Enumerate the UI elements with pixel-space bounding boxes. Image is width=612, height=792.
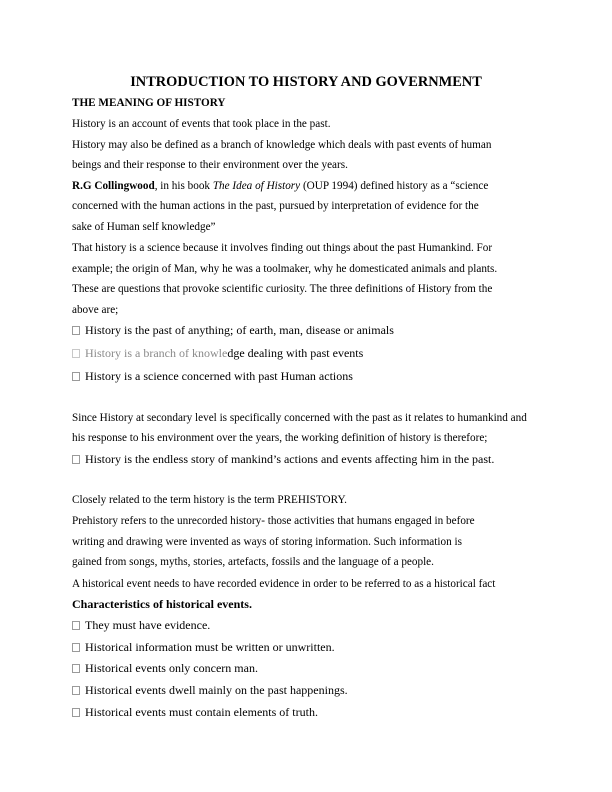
collingwood-line-1 — [72, 179, 488, 193]
characteristic-item: Historical information must be written or unwritten. — [72, 640, 335, 654]
characteristic-item: Historical events must contain elements of truth. — [72, 705, 318, 719]
bullet-box-icon — [72, 372, 80, 381]
bullet-box-icon — [72, 349, 80, 358]
document-title: INTRODUCTION TO HISTORY AND GOVERNMENT — [130, 74, 482, 90]
collingwood-line-2: concerned with the human actions in the past, pursued by interpretation of evidence for the — [72, 200, 479, 212]
collingwood-text-before-book: , in his book — [154, 180, 213, 192]
science-paragraph-line-2: example; the origin of Man, why he was a toolmaker, why he domesticated animals and plants. — [72, 263, 498, 275]
collingwood-line-3: sake of Human self knowledge” — [72, 221, 216, 233]
book-title: The Idea of History — [212, 180, 301, 192]
definition-item: History is a science concerned with past Human actions — [72, 369, 353, 383]
characteristic-item: They must have evidence. — [72, 618, 210, 632]
bullet-box-icon — [72, 664, 80, 673]
bullet-box-icon — [72, 621, 80, 630]
collingwood-author: R.G Collingwood — [72, 180, 155, 192]
prehistory-paragraph-line-2: writing and drawing were invented as ways of storing information. Such information is — [72, 536, 462, 548]
bullet-box-icon — [72, 708, 80, 717]
science-paragraph-line-4: above are; — [72, 304, 119, 316]
prehistory-paragraph-line-3: gained from songs, myths, stories, artefacts, fossils and the language of a people. — [72, 556, 434, 568]
historical-fact-sentence: A historical event needs to have recorded evidence in order to be referred to as a historical fact — [72, 578, 496, 590]
bullet-box-icon — [72, 326, 80, 335]
secondary-paragraph-line-2: his response to his environment over the years, the working definition of history is therefore; — [72, 432, 488, 444]
working-definition-item: History is the endless story of mankind’s actions and events affecting him in the past. — [72, 452, 494, 466]
bullet-box-icon — [72, 686, 80, 695]
characteristic-item: Historical events only concern man. — [72, 661, 258, 675]
definition-item: History is the past of anything; of earth, man, disease or animals — [72, 323, 394, 337]
definition-item: History is a branch of knowledge dealing with past events — [72, 346, 363, 360]
characteristic-item: Historical events dwell mainly on the past happenings. — [72, 683, 348, 697]
bullet-box-icon — [72, 455, 80, 464]
prehistory-intro: Closely related to the term history is the term PREHISTORY. — [72, 494, 347, 506]
science-paragraph-line-1: That history is a science because it involves finding out things about the past Humankind. For — [72, 242, 493, 254]
science-paragraph-line-3: These are questions that provoke scientific curiosity. The three definitions of History from the — [72, 283, 493, 295]
characteristics-heading: Characteristics of historical events. — [72, 597, 252, 611]
secondary-paragraph-line-1: Since History at secondary level is specifically concerned with the past as it relates to humankind and — [72, 412, 527, 424]
bullet-box-icon — [72, 643, 80, 652]
paragraph-branch-of-knowledge-line-2: beings and their response to their environment over the years. — [72, 159, 348, 171]
prehistory-paragraph-line-1: Prehistory refers to the unrecorded history- those activities that humans engaged in before — [72, 515, 475, 527]
section-heading: THE MEANING OF HISTORY — [72, 97, 226, 109]
paragraph-history-account: History is an account of events that took place in the past. — [72, 118, 331, 130]
paragraph-branch-of-knowledge-line-1: History may also be defined as a branch of knowledge which deals with past events of human — [72, 139, 492, 151]
collingwood-text-after-book: (OUP 1994) defined history as a “science — [300, 180, 489, 192]
